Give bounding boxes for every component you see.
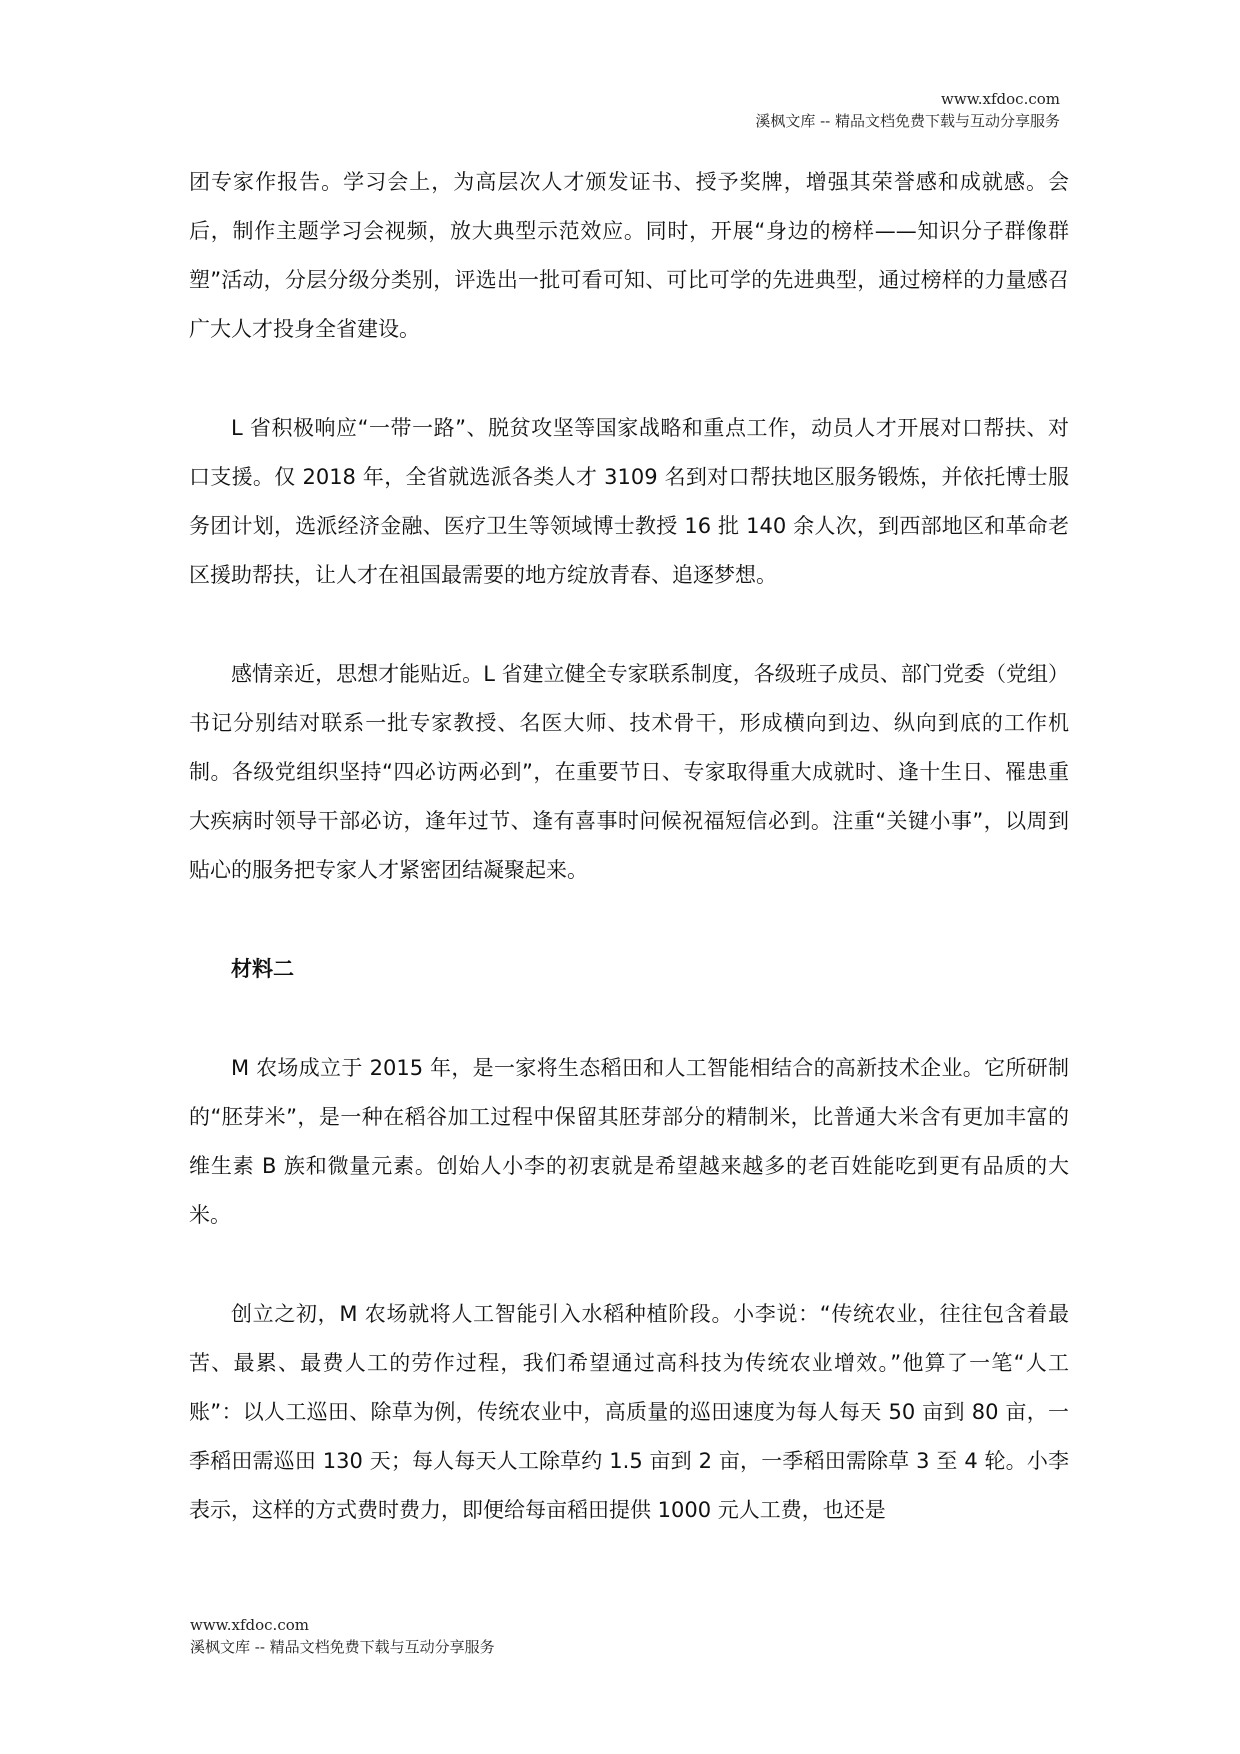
paragraph-3: 感情亲近，思想才能贴近。L 省建立健全专家联系制度，各级班子成员、部门党委（党组）书记分别结对联系一批专家教授、名医大师、技术骨干，形成横向到边、纵向到底的工作机制。各级党组织坚持“四必访两必到”，在重要节日、专家取得重大成就时、逢十生日、罹患重大疾病时领导干部必访，逢年过节、逢有喜事时问候祝福短信必到。注重“关键小事”，以周到贴心的服务把专家人才紧密团结凝聚起来。: [189, 662, 1069, 882]
document-body: [189, 158, 1069, 1535]
paragraph-2: L 省积极响应“一带一路”、脱贫攻坚等国家战略和重点工作，动员人才开展对口帮扶、对口支援。仅 2018 年，全省就选派各类人才 3109 名到对口帮扶地区服务锻炼，并依托博士服务团计划，选派经济金融、医疗卫生等领域博士教授 16 批 140 余人次，到西部地区和革命老区援助帮扶，让人才在祖国最需要的地方绽放青春、追逐梦想。: [189, 416, 1069, 587]
paragraph-1: 团专家作报告。学习会上，为高层次人才颁发证书、授予奖牌，增强其荣誉感和成就感。会后，制作主题学习会视频，放大典型示范效应。同时，开展“身边的榜样——知识分子群像群塑”活动，分层分级分类别，评选出一批可看可知、可比可学的先进典型，通过榜样的力量感召广大人才投身全省建设。: [189, 170, 1069, 341]
footer-site-url: www.xfdoc.com: [190, 1616, 309, 1634]
page-header: [755, 88, 1060, 132]
page-footer: [190, 1614, 495, 1658]
paragraph-5: 创立之初，M 农场就将人工智能引入水稻种植阶段。小李说：“传统农业，往往包含着最苦、最累、最费人工的劳作过程，我们希望通过高科技为传统农业增效。”他算了一笔“人工账”：以人工巡田、除草为例，传统农业中，高质量的巡田速度为每人每天 50 亩到 80 亩，一季稻田需巡田 130 天；每人每天人工除草约 1.5 亩到 2 亩，一季稻田需除草 3 至 4 轮。小李表示，这样的方式费时费力，即便给每亩稻田提供 1000 元人工费，也还是: [189, 1302, 1069, 1522]
header-site-url: www.xfdoc.com: [941, 90, 1060, 108]
footer-tagline: 溪枫文库 -- 精品文档免费下载与互动分享服务: [190, 1638, 495, 1656]
section-heading: 材料二: [231, 957, 294, 981]
header-tagline: 溪枫文库 -- 精品文档免费下载与互动分享服务: [755, 112, 1060, 130]
paragraph-4: M 农场成立于 2015 年，是一家将生态稻田和人工智能相结合的高新技术企业。它所研制的“胚芽米”，是一种在稻谷加工过程中保留其胚芽部分的精制米，比普通大米含有更加丰富的维生素 B 族和微量元素。创始人小李的初衷就是希望越来越多的老百姓能吃到更有品质的大米。: [189, 1056, 1069, 1227]
